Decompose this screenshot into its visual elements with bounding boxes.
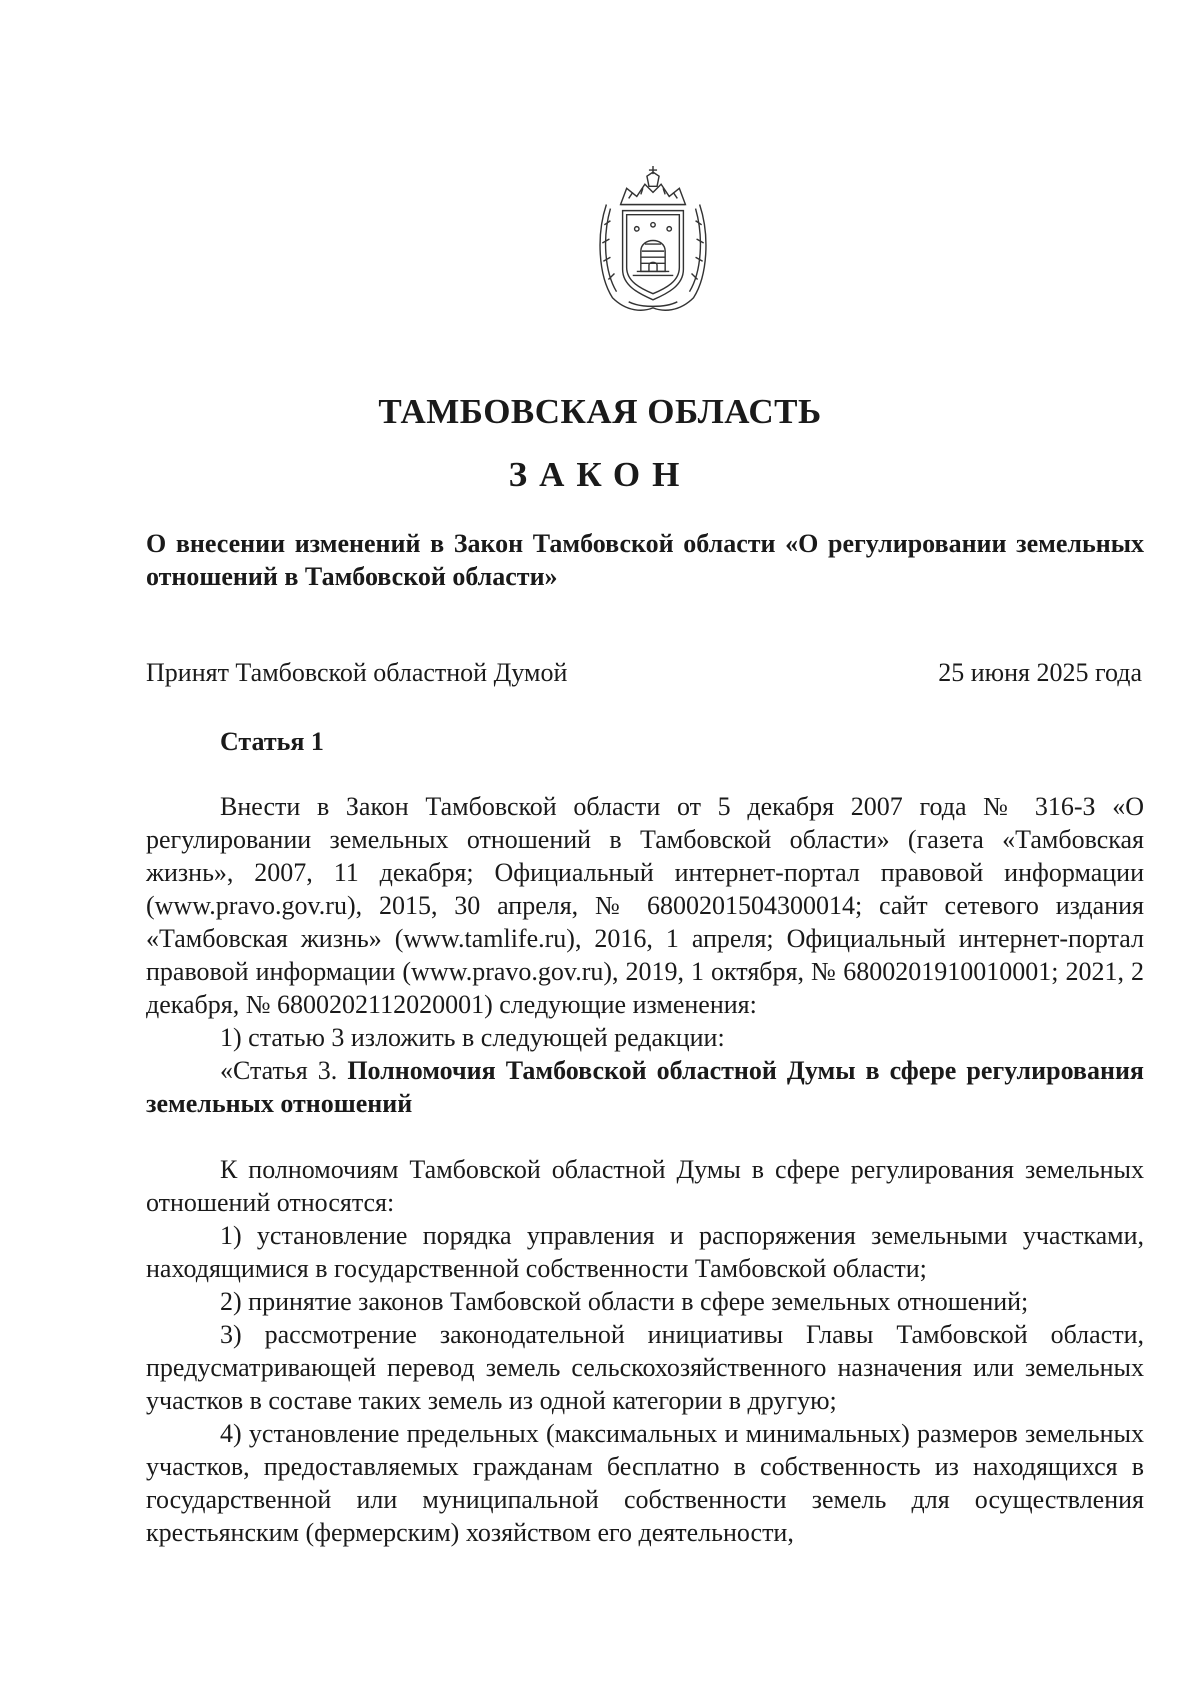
new-article-prefix: «Статья 3.: [220, 1056, 338, 1085]
coat-of-arms-icon: [592, 164, 714, 316]
powers-intro: К полномочиям Тамбовской областной Думы в сфере регулирования земельных отношений относятся:: [146, 1155, 1144, 1217]
adopted-by: Принят Тамбовской областной Думой: [146, 658, 568, 687]
power-item: 2) принятие законов Тамбовской области в сфере земельных отношений;: [220, 1287, 1029, 1316]
new-article-heading: [146, 1054, 1144, 1120]
article-intro: Внести в Закон Тамбовской области от 5 декабря 2007 года № 316-З «О регулировании земельных отношений в Тамбовской области» (газета «Тамбовская жизнь», 2007, 11 декабря; Официальный интернет-портал правовой информации (www.pravo.gov.ru), 2015, 30 апреля, № 6800201504300014; сайт сетевого издания «Тамбовская жизнь» (www.tamlife.ru), 2016, 1 апреля; Официальный интернет-портал правовой информации (www.pravo.gov.ru), 2019, 1 октября, № 6800201910010001; 2021, 2 декабря, № 6800202112020001) следующие изменения:: [146, 792, 1144, 1019]
power-item: 4) установление предельных (максимальных и минимальных) размеров земельных участков, предоставляемых гражданам бесплатно в собственность из находящихся в государственной или муниципальной собственности земель для осуществления крестьянским (фермерским) хозяйством его деятельности,: [146, 1419, 1144, 1547]
power-item: 1) установление порядка управления и распоряжения земельными участками, находящимися в государственной собственности Тамбовской области;: [146, 1221, 1144, 1283]
spacer: [146, 1120, 1144, 1153]
document-type: ЗАКОН: [508, 455, 692, 494]
article-heading: Статья 1: [220, 727, 324, 756]
adoption-date: 25 июня 2025 года: [938, 658, 1142, 687]
amendment-item: 1) статью 3 изложить в следующей редакции:: [220, 1023, 725, 1052]
law-title: О внесении изменений в Закон Тамбовской области «О регулировании земельных отношений в Тамбовской области»: [146, 529, 1144, 591]
region-name: ТАМБОВСКАЯ ОБЛАСТЬ: [378, 392, 822, 431]
power-item: 3) рассмотрение законодательной инициативы Главы Тамбовской области, предусматривающей перевод земель сельскохозяйственного назначения или земельных участков в составе таких земель из одной категории в другую;: [146, 1320, 1144, 1415]
new-article-title: Полномочия Тамбовской областной Думы в сфере регулирования земельных отношений: [146, 1056, 1144, 1118]
article-body: [146, 790, 1144, 1549]
